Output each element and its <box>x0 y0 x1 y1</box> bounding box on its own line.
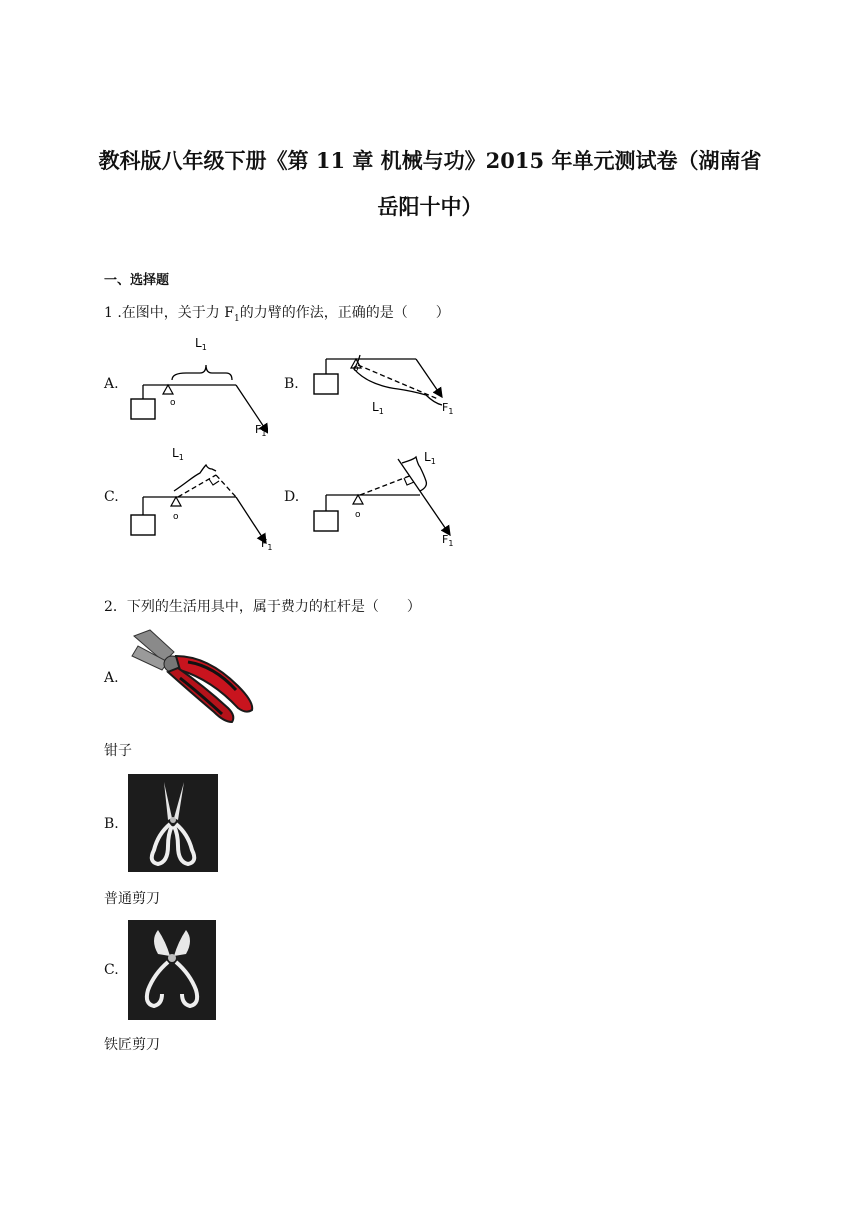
q1-diagram-d <box>308 445 468 550</box>
q2-option-b-caption: 普通剪刀 <box>104 891 160 907</box>
label-pivot: o <box>353 364 359 374</box>
pliers-icon <box>128 626 260 726</box>
question-1-suffix: 的力臂的作法，正确的是（ ） <box>239 305 450 321</box>
q1-option-b-label: B. <box>284 376 299 392</box>
label-l1: $L_1$ <box>172 446 184 462</box>
dashed-arm-line <box>178 475 216 497</box>
fulcrum-icon <box>163 385 173 394</box>
page-title-line2: 岳阳十中） <box>377 194 483 219</box>
q1-option-c-label: C. <box>104 489 119 505</box>
label-f1: $F_1$ <box>261 537 273 550</box>
q2-option-b-label: B. <box>104 816 119 832</box>
label-f1: $F_1$ <box>442 401 454 416</box>
q2-option-c-label: C. <box>104 962 119 978</box>
q2-option-a-caption: 钳子 <box>104 743 132 759</box>
brace-l1 <box>354 355 442 405</box>
weight-box <box>314 374 338 394</box>
brace-l1 <box>172 365 232 380</box>
q1-diagram-b <box>308 347 458 422</box>
label-f1: $F_1$ <box>442 533 454 548</box>
question-2-text: 2．下列的生活用具中，属于费力的杠杆是（ ） <box>104 599 421 615</box>
label-l1: $L_1$ <box>424 450 436 466</box>
label-pivot: o <box>170 398 176 408</box>
fulcrum-icon <box>171 497 181 506</box>
weight-box <box>314 511 338 531</box>
question-1-prefix: 1 .在图中，关于力 F <box>104 305 234 321</box>
force-arrow <box>236 385 268 433</box>
blacksmith-shears-icon <box>128 920 216 1020</box>
label-pivot: o <box>355 510 361 520</box>
label-f1: $F_1$ <box>255 423 267 438</box>
dashed-arm-line <box>358 365 438 399</box>
page-title-line1: 教科版八年级下册《第 11 章 机械与功》2015 年单元测试卷（湖南省 <box>98 148 762 173</box>
q1-diagram-a <box>128 333 268 438</box>
right-angle-mark <box>209 479 219 485</box>
weight-box <box>131 399 155 419</box>
q1-option-a-label: A. <box>104 376 119 392</box>
scissors-icon <box>128 774 218 872</box>
q2-option-a-label: A. <box>104 670 119 686</box>
section-heading: 一、选择题 <box>104 273 170 288</box>
label-l1: $L_1$ <box>372 400 384 416</box>
force-arrow <box>398 459 450 535</box>
weight-box <box>131 515 155 535</box>
fulcrum-icon <box>353 495 363 504</box>
question-1-text <box>104 302 450 324</box>
q1-option-d-label: D. <box>284 489 300 505</box>
label-pivot: o <box>173 512 179 522</box>
question-1-subscript: 1 <box>233 313 240 324</box>
brace-l1 <box>402 457 426 491</box>
q1-diagram-c <box>128 445 278 550</box>
q2-option-c-caption: 铁匠剪刀 <box>104 1037 160 1053</box>
label-l1: $L_1$ <box>195 336 207 352</box>
